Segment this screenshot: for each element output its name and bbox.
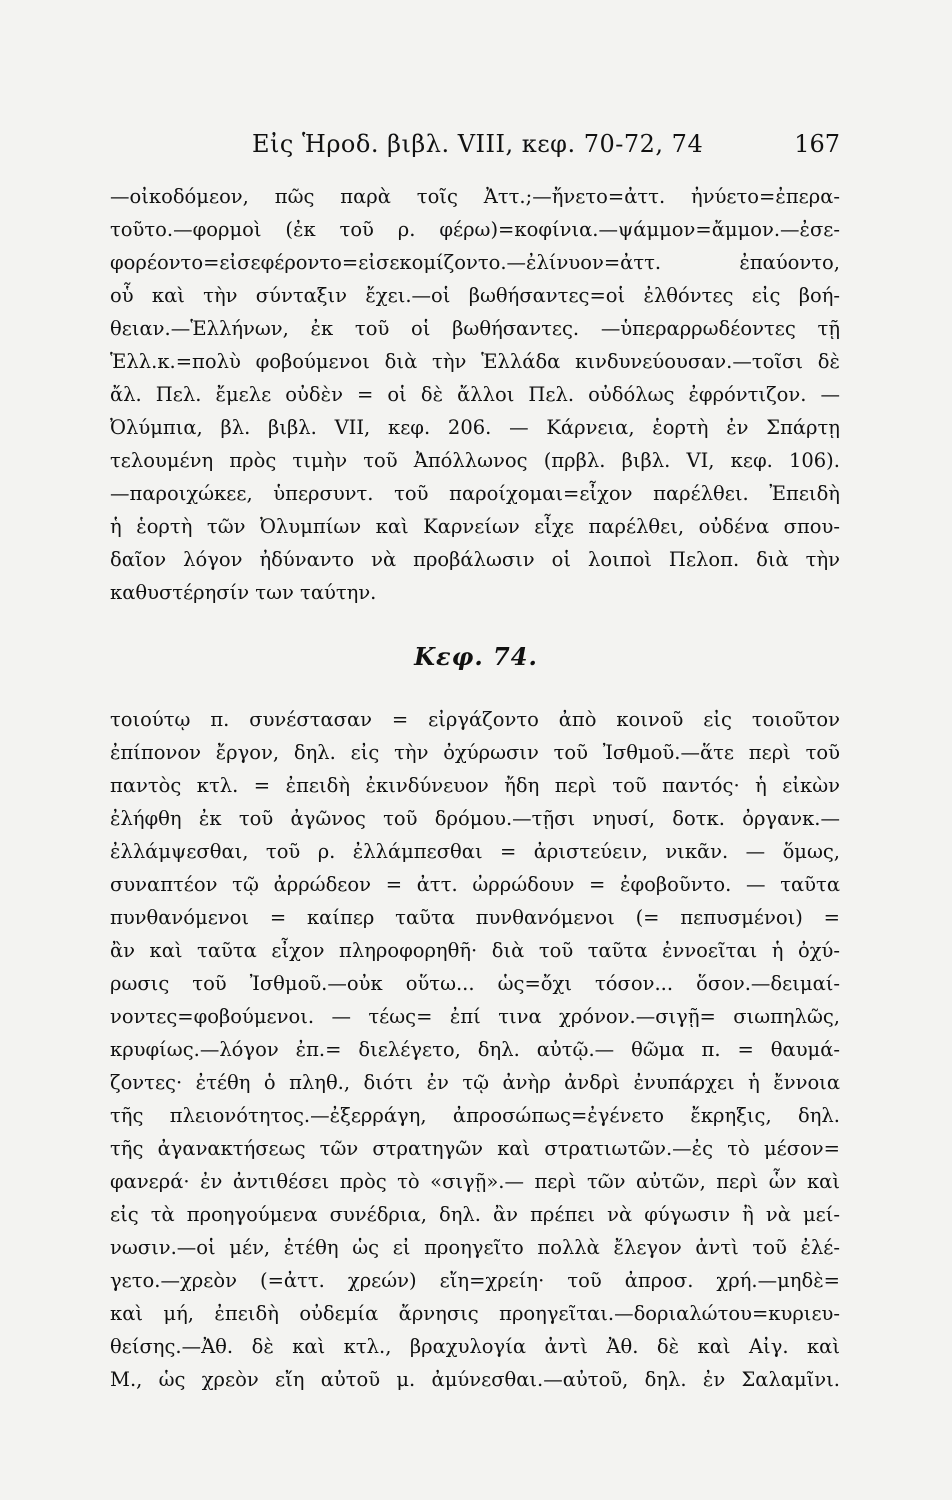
page-number: 167 [794, 130, 840, 158]
text-line: τῆς πλειονότητος.—ἐξερράγη, ἀπροσώπως=ἐγένετο ἔκρηξις, δηλ. [110, 1104, 840, 1127]
text-line: ζοντες· ἐτέθη ὁ πληθ., διότι ἐν τῷ ἀνὴρ ἀνδρὶ ἐνυπάρχει ἡ ἔννοια [110, 1071, 840, 1094]
text-line: ἐλλάμψεσθαι, τοῦ ρ. ἐλλάμπεσθαι = ἀριστεύειν, νικᾶν. — ὅμως, [110, 840, 840, 863]
text-line: ἐλήφθη ἐκ τοῦ ἀγῶνος τοῦ δρόμου.—τῇσι νηυσί, δοτκ. ὀργανκ.— [110, 807, 840, 830]
text-line: δαῖον λόγον ἠδύναντο νὰ προβάλωσιν οἱ λοιποὶ Πελοπ. διὰ τὴν [110, 548, 840, 571]
text-line: ἂν καὶ ταῦτα εἶχον πληροφορηθῆ· διὰ τοῦ ταῦτα ἐννοεῖται ἡ ὀχύ- [110, 939, 840, 962]
text-line: ἄλ. Πελ. ἔμελε οὐδὲν = οἱ δὲ ἄλλοι Πελ. οὐδόλως ἐφρόντιζον. — [110, 383, 840, 406]
page-header [110, 126, 840, 166]
text-line: Μ., ὡς χρεὸν εἴη αὐτοῦ μ. ἀμύνεσθαι.—αὐτοῦ, δηλ. ἐν Σαλαμῖνι. [110, 1368, 840, 1391]
text-line: τελουμένη πρὸς τιμὴν τοῦ Ἀπόλλωνος (πρβλ. βιβλ. VI, κεφ. 106). [110, 449, 840, 472]
commentary-block-bottom [110, 703, 840, 1396]
text-line: φορέοντο=εἰσεφέροντο=εἰσεκομίζοντο.—ἐλίνυον=ἀττ. ἐπαύοντο, [110, 251, 840, 274]
commentary-block-top [110, 180, 840, 609]
text-line: —οἰκοδόμεον, πῶς παρὰ τοῖς Ἀττ.;—ἤνετο=ἀττ. ἠνύετο=ἐπερα- [110, 185, 840, 208]
text-line: ρωσις τοῦ Ἰσθμοῦ.—οὐκ οὕτω... ὡς=ὄχι τόσον... ὅσον.—δειμαί- [110, 972, 840, 995]
text-line: νωσιν.—οἱ μέν, ἐτέθη ὡς εἰ προηγεῖτο πολλὰ ἔλεγον ἀντὶ τοῦ ἐλέ- [110, 1236, 840, 1259]
section-heading: Κεφ. 74. [414, 642, 538, 671]
text-line: Ὀλύμπια, βλ. βιβλ. VII, κεφ. 206. — Κάρνεια, ἑορτὴ ἐν Σπάρτῃ [110, 416, 840, 439]
text-line: πυνθανόμενοι = καίπερ ταῦτα πυνθανόμενοι (= πεπυσμένοι) = [110, 906, 840, 929]
text-line: τοῦτο.—φορμοὶ (ἐκ τοῦ ρ. φέρω)=κοφίνια.—ψάμμον=ἄμμον.—ἐσε- [110, 218, 840, 241]
text-line: παντὸς κτλ. = ἐπειδὴ ἐκινδύνευον ἤδη περὶ τοῦ παντός· ἡ εἰκὼν [110, 774, 840, 797]
text-line: κρυφίως.—λόγον ἐπ.= διελέγετο, δηλ. αὐτῷ.— θῶμα π. = θαυμά- [110, 1038, 840, 1061]
text-line: ἡ ἑορτὴ τῶν Ὀλυμπίων καὶ Καρνείων εἶχε παρέλθει, οὐδένα σπου- [110, 515, 840, 538]
text-line: καὶ μή, ἐπειδὴ οὐδεμία ἄρνησις προηγεῖται.—δοριαλώτου=κυριευ- [110, 1302, 840, 1325]
text-line: φανερά· ἐν ἀντιθέσει πρὸς τὸ «σιγῇ».— περὶ τῶν αὐτῶν, περὶ ὧν καὶ [110, 1170, 840, 1193]
text-line: εἰς τὰ προηγούμενα συνέδρια, δηλ. ἂν πρέπει νὰ φύγωσιν ἢ νὰ μεί- [110, 1203, 840, 1226]
text-line: νοντες=φοβούμενοι. — τέως= ἐπί τινα χρόνον.—σιγῇ= σιωπηλῶς, [110, 1005, 840, 1028]
running-head: Εἰς Ἡροδ. βιβλ. VIII, κεφ. 70-72, 74 [252, 130, 704, 158]
text-line: συναπτέον τῷ ἀρρώδεον = ἀττ. ὠρρώδουν = ἐφοβοῦντο. — ταῦτα [110, 873, 840, 896]
text-line: οὗ καὶ τὴν σύνταξιν ἔχει.—οἱ βωθήσαντες=οἱ ἐλθόντες εἰς βοή- [110, 284, 840, 307]
text-line: —παροιχώκεε, ὑπερσυντ. τοῦ παροίχομαι=εἶχον παρέλθει. Ἐπειδὴ [110, 482, 840, 505]
text-line: καθυστέρησίν των ταύτην. [110, 581, 377, 604]
text-line: γετο.—χρεὸν (=ἀττ. χρεών) εἴη=χρείη· τοῦ ἀπροσ. χρή.—μηδὲ= [110, 1269, 840, 1292]
text-line: ἐπίπονον ἔργον, δηλ. εἰς τὴν ὀχύρωσιν τοῦ Ἰσθμοῦ.—ἅτε περὶ τοῦ [110, 741, 840, 764]
text-line: θείσης.—Ἀθ. δὲ καὶ κτλ., βραχυλογία ἀντὶ Ἀθ. δὲ καὶ Αἰγ. καὶ [110, 1335, 840, 1358]
text-line: Ἑλλ.κ.=πολὺ φοβούμενοι διὰ τὴν Ἑλλάδα κινδυνεύουσαν.—τοῖσι δὲ [110, 350, 840, 373]
text-line: τῆς ἀγανακτήσεως τῶν στρατηγῶν καὶ στρατιωτῶν.—ἐς τὸ μέσον= [110, 1137, 840, 1160]
text-line: θειαν.—Ἑλλήνων, ἐκ τοῦ οἱ βωθήσαντες. —ὑπεραρρωδέοντες τῇ [110, 317, 840, 340]
text-line: τοιούτῳ π. συνέστασαν = εἰργάζοντο ἀπὸ κοινοῦ εἰς τοιοῦτον [110, 708, 840, 731]
